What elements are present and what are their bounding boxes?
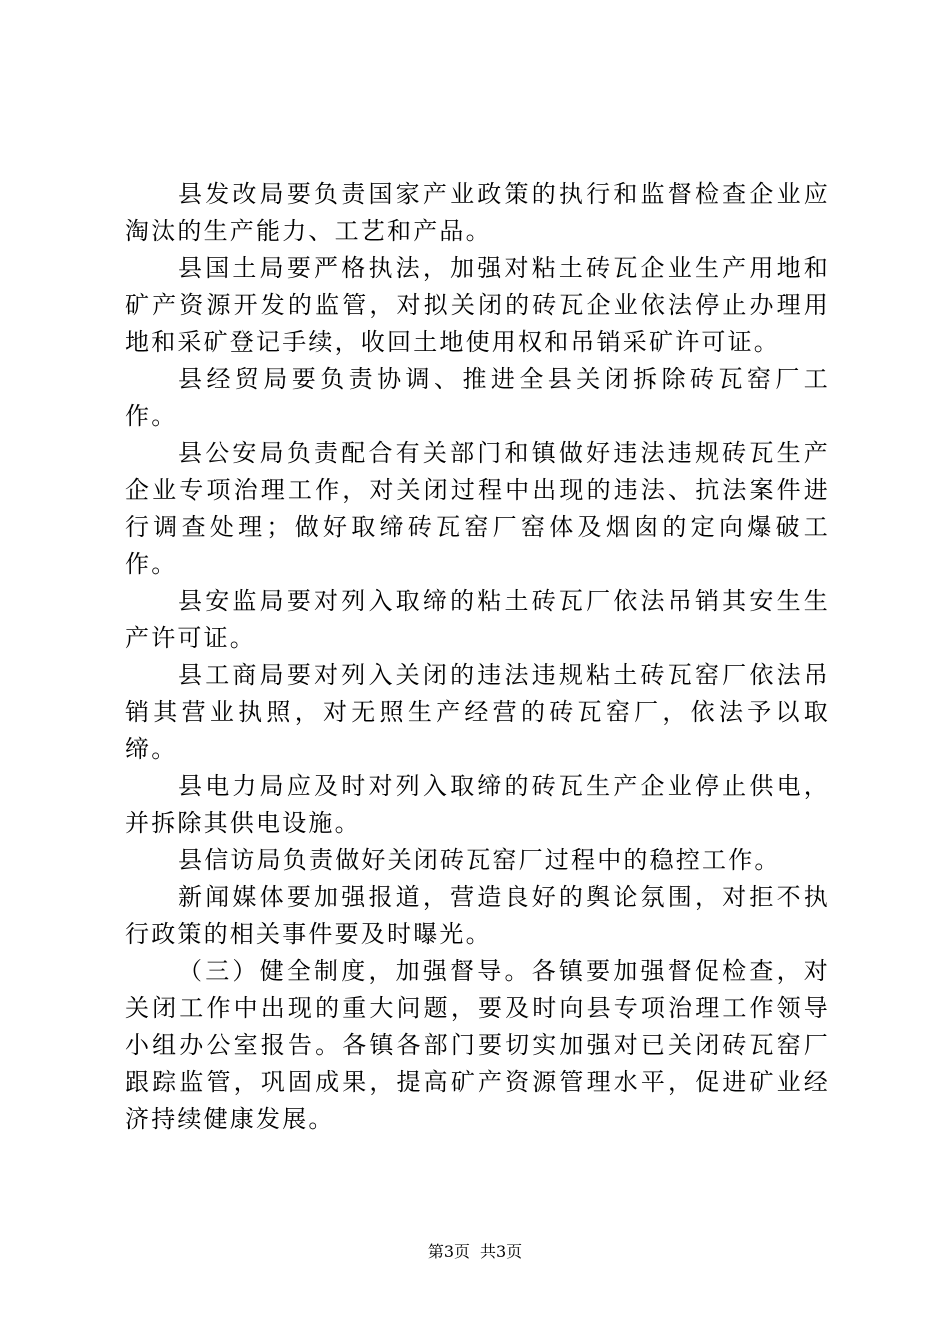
paragraph-economy-trade: 县经贸局要负责协调、推进全县关闭拆除砖瓦窑厂工作。 <box>125 365 830 430</box>
page-number-current: 第3页 <box>427 1242 470 1261</box>
paragraph-public-security: 县公安局负责配合有关部门和镇做好违法违规砖瓦生产企业专项治理工作，对关闭过程中出现的违法、抗法案件进行调查处理；做好取缔砖瓦窑厂窑体及烟囱的定向爆破工作。 <box>125 439 830 578</box>
paragraph-industry-commerce: 县工商局要对列入关闭的违法违规粘土砖瓦窑厂依法吊销其营业执照，对无照生产经营的砖瓦窑厂，依法予以取缔。 <box>125 661 830 763</box>
page-footer <box>0 1242 950 1262</box>
paragraph-petitions: 县信访局负责做好关闭砖瓦窑厂过程中的稳控工作。 <box>178 846 781 874</box>
paragraph-news-media: 新闻媒体要加强报道，营造良好的舆论氛围，对拒不执行政策的相关事件要及时曝光。 <box>125 883 830 948</box>
paragraph-electric-power: 县电力局应及时对列入取缔的砖瓦生产企业停止供电，并拆除其供电设施。 <box>125 772 830 837</box>
document-body <box>125 176 830 1138</box>
page-number-total: 共3页 <box>480 1242 523 1261</box>
paragraph-development-reform: 县发改局要负责国家产业政策的执行和监督检查企业应淘汰的生产能力、工艺和产品。 <box>125 180 830 245</box>
paragraph-safety-supervision: 县安监局要对列入取缔的粘土砖瓦厂依法吊销其安生生产许可证。 <box>125 587 830 652</box>
paragraph-land-resources: 县国土局要严格执法，加强对粘土砖瓦企业生产用地和矿产资源开发的监管，对拟关闭的砖瓦企业依法停止办理用地和采矿登记手续，收回土地使用权和吊销采矿许可证。 <box>125 254 830 356</box>
paragraph-section-three: （三）健全制度，加强督导。各镇要加强督促检查，对关闭工作中出现的重大问题，要及时向县专项治理工作领导小组办公室报告。各镇各部门要切实加强对已关闭砖瓦窑厂跟踪监管，巩固成果，提高矿产资源管理水平，促进矿业经济持续健康发展。 <box>125 957 830 1133</box>
